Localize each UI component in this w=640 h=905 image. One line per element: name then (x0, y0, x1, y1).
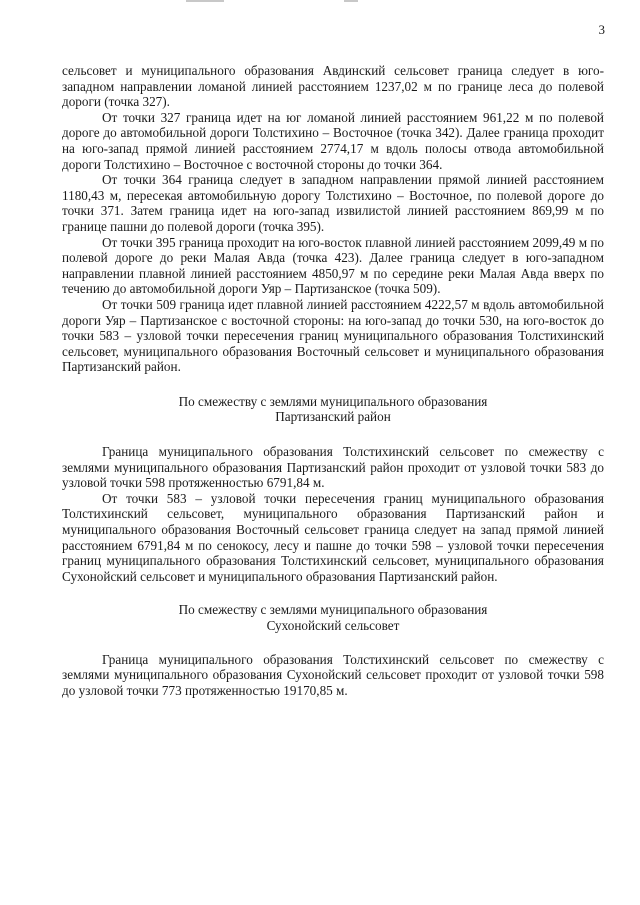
paragraph: Граница муниципального образования Толстихинский сельсовет по смежеству с землями муниципального образования Партизанский район проходит от узловой точки 583 до узловой точки 598 протяженностью 6791,84 м. (62, 444, 604, 491)
document-body (62, 63, 604, 698)
section-heading-line: Сухонойский сельсовет (266, 618, 400, 633)
spacer (62, 425, 604, 444)
spacer (62, 375, 604, 394)
paragraph: От точки 364 граница следует в западном направлении прямой линией расстоянием 1180,43 м, пересекая автомобильную дорогу Толстихино – Восточное, по полевой дороге до точки 371. Затем граница идет на юго-запад извилистой линией расстоянием 869,99 м по границе пашни до полевой дороги (точка 395). (62, 172, 604, 234)
paragraph: От точки 583 – узловой точки пересечения границ муниципального образования Толстихинский сельсовет, муниципального образования Партизанский район и муниципального образования Восточный сельсовет граница следует на запад прямой линией расстоянием 6791,84 м по сенокосу, лесу и пашне до точки 598 – узловой точки пересечения границ муниципального образования Толстихинский сельсовет, муниципального образования Сухонойский сельсовет и муниципального образования Партизанский район. (62, 490, 604, 584)
spacer (62, 634, 604, 652)
paragraph: От точки 395 граница проходит на юго-восток плавной линией расстоянием 2099,49 м по полевой дороге до реки Малая Авда (точка 423). Далее граница следует в юго-западном направлении плавной линией расстоянием 4850,97 м по середине реки Малая Авда вверх по течению до автомобильной дороги Уяр – Партизанское (точка 509). (62, 234, 604, 297)
paragraph: От точки 327 граница идет на юг ломаной линией расстоянием 961,22 м по полевой дороге до автомобильной дороги Толстихино – Восточное (точка 342). Далее граница проходит на юго-запад прямой линией расстоянием 2774,17 м вдоль полосы отвода автомобильной дороги Толстихино – Восточное с восточной стороны до точки 364. (62, 109, 604, 172)
scan-edge-marks (0, 0, 640, 6)
section-heading-line: Партизанский район (275, 409, 391, 425)
paragraph: От точки 509 граница идет плавной линией расстоянием 4222,57 м вдоль автомобильной дороги Уяр – Партизанское с восточной стороны: на юго-запад до точки 530, на юго-восток до точки 583 – узловой точки пересечения границ муниципального образования Толстихинский сельсовет, муниципального образования Восточный сельсовет и муниципального образования Партизанский район. (62, 296, 604, 375)
spacer (62, 584, 604, 602)
page-number: 3 (598, 22, 605, 37)
section-heading-line: По смежеству с землями муниципального образования (178, 602, 488, 618)
paragraph: сельсовет и муниципального образования Авдинский сельсовет граница следует в юго-западном направлении ломаной линией расстоянием 1237,02 м по границе леса до полевой дороги (точка 327). (62, 63, 604, 110)
section-heading-line: По смежеству с землями муниципального образования (178, 393, 488, 409)
paragraph: Граница муниципального образования Толстихинский сельсовет по смежеству с землями муниципального образования Сухонойский сельсовет проходит от узловой точки 598 до узловой точки 773 протяженностью 19170,85 м. (62, 651, 604, 698)
